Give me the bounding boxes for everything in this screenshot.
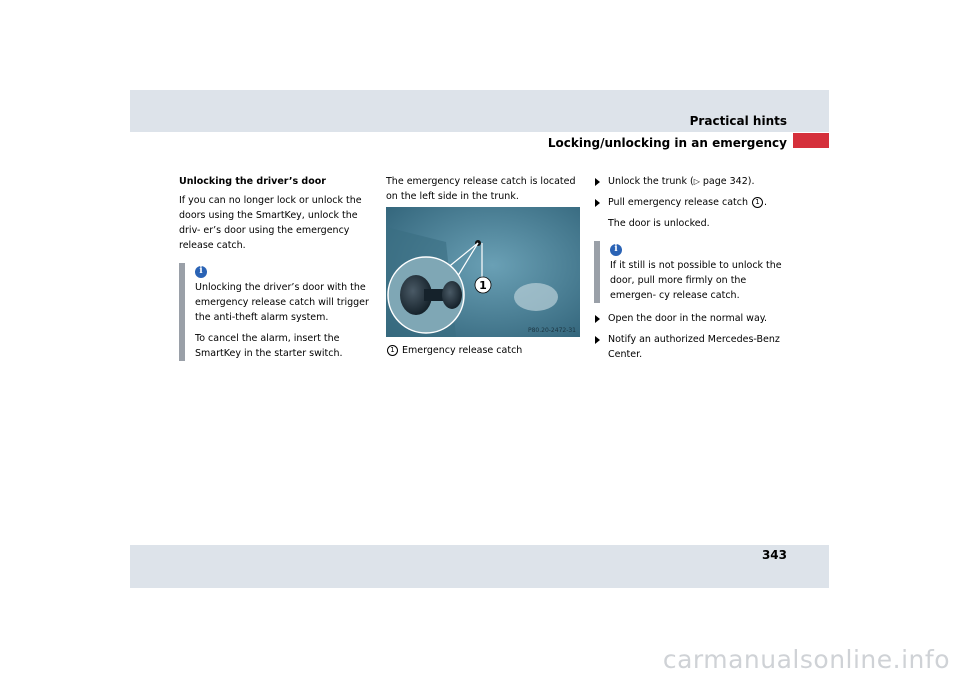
subsection-title: Locking/unlocking in an emergency [547,136,787,150]
column-1 [179,174,369,369]
watermark: carmanualsonline.info [662,645,950,674]
info-cancel-text: To cancel the alarm, insert the SmartKey in the starter switch. [195,332,343,359]
step-pull-catch: Pull emergency release catch 1 . [594,195,784,210]
result-text: The door is unlocked. [608,218,710,229]
page-ref-arrow-icon: ▷ [693,177,700,186]
info-box-alarm [179,263,369,361]
figure-code: P80.20-2472-31 [527,327,576,334]
location-paragraph: The emergency release catch is located on the left side in the trunk. [386,176,576,202]
figure-caption [386,343,582,358]
info-pull-text: If it still is not possible to unlock the door, pull more firmly on the emergen- cy release catch. [610,259,782,301]
caption-text: Emergency release catch [402,345,523,356]
step-open-door: Open the door in the normal way. [594,311,784,326]
info-alarm-text: Unlocking the driver’s door with the emergency release catch will trigger the anti-theft alarm system. [195,281,369,323]
info-icon: i [195,266,207,278]
section-tab-marker [793,133,829,148]
info-box-pull-firmly [594,241,784,303]
caption-callout-number: 1 [387,345,398,356]
heading-unlocking-drivers-door: Unlocking the driver’s door [179,176,326,187]
page-number: 343 [761,548,787,562]
step-notify-center: Notify an authorized Mercedes-Benz Center. [594,332,784,362]
step-callout-number: 1 [752,197,763,208]
footer-band [130,545,829,588]
trunk-photo [386,207,580,337]
section-title: Practical hints [689,114,787,128]
intro-paragraph: If you can no longer lock or unlock the doors using the SmartKey, unlock the driv- er’s door using the emergency release catch. [179,195,362,251]
page-ref-link[interactable]: page 342). [699,176,755,187]
info-icon: i [610,244,622,256]
column-2 [386,174,582,365]
column-3 [594,174,784,368]
figure-callout-1: 1 [479,279,487,292]
step-unlock-trunk: Unlock the trunk (▷ page 342). [594,174,784,189]
